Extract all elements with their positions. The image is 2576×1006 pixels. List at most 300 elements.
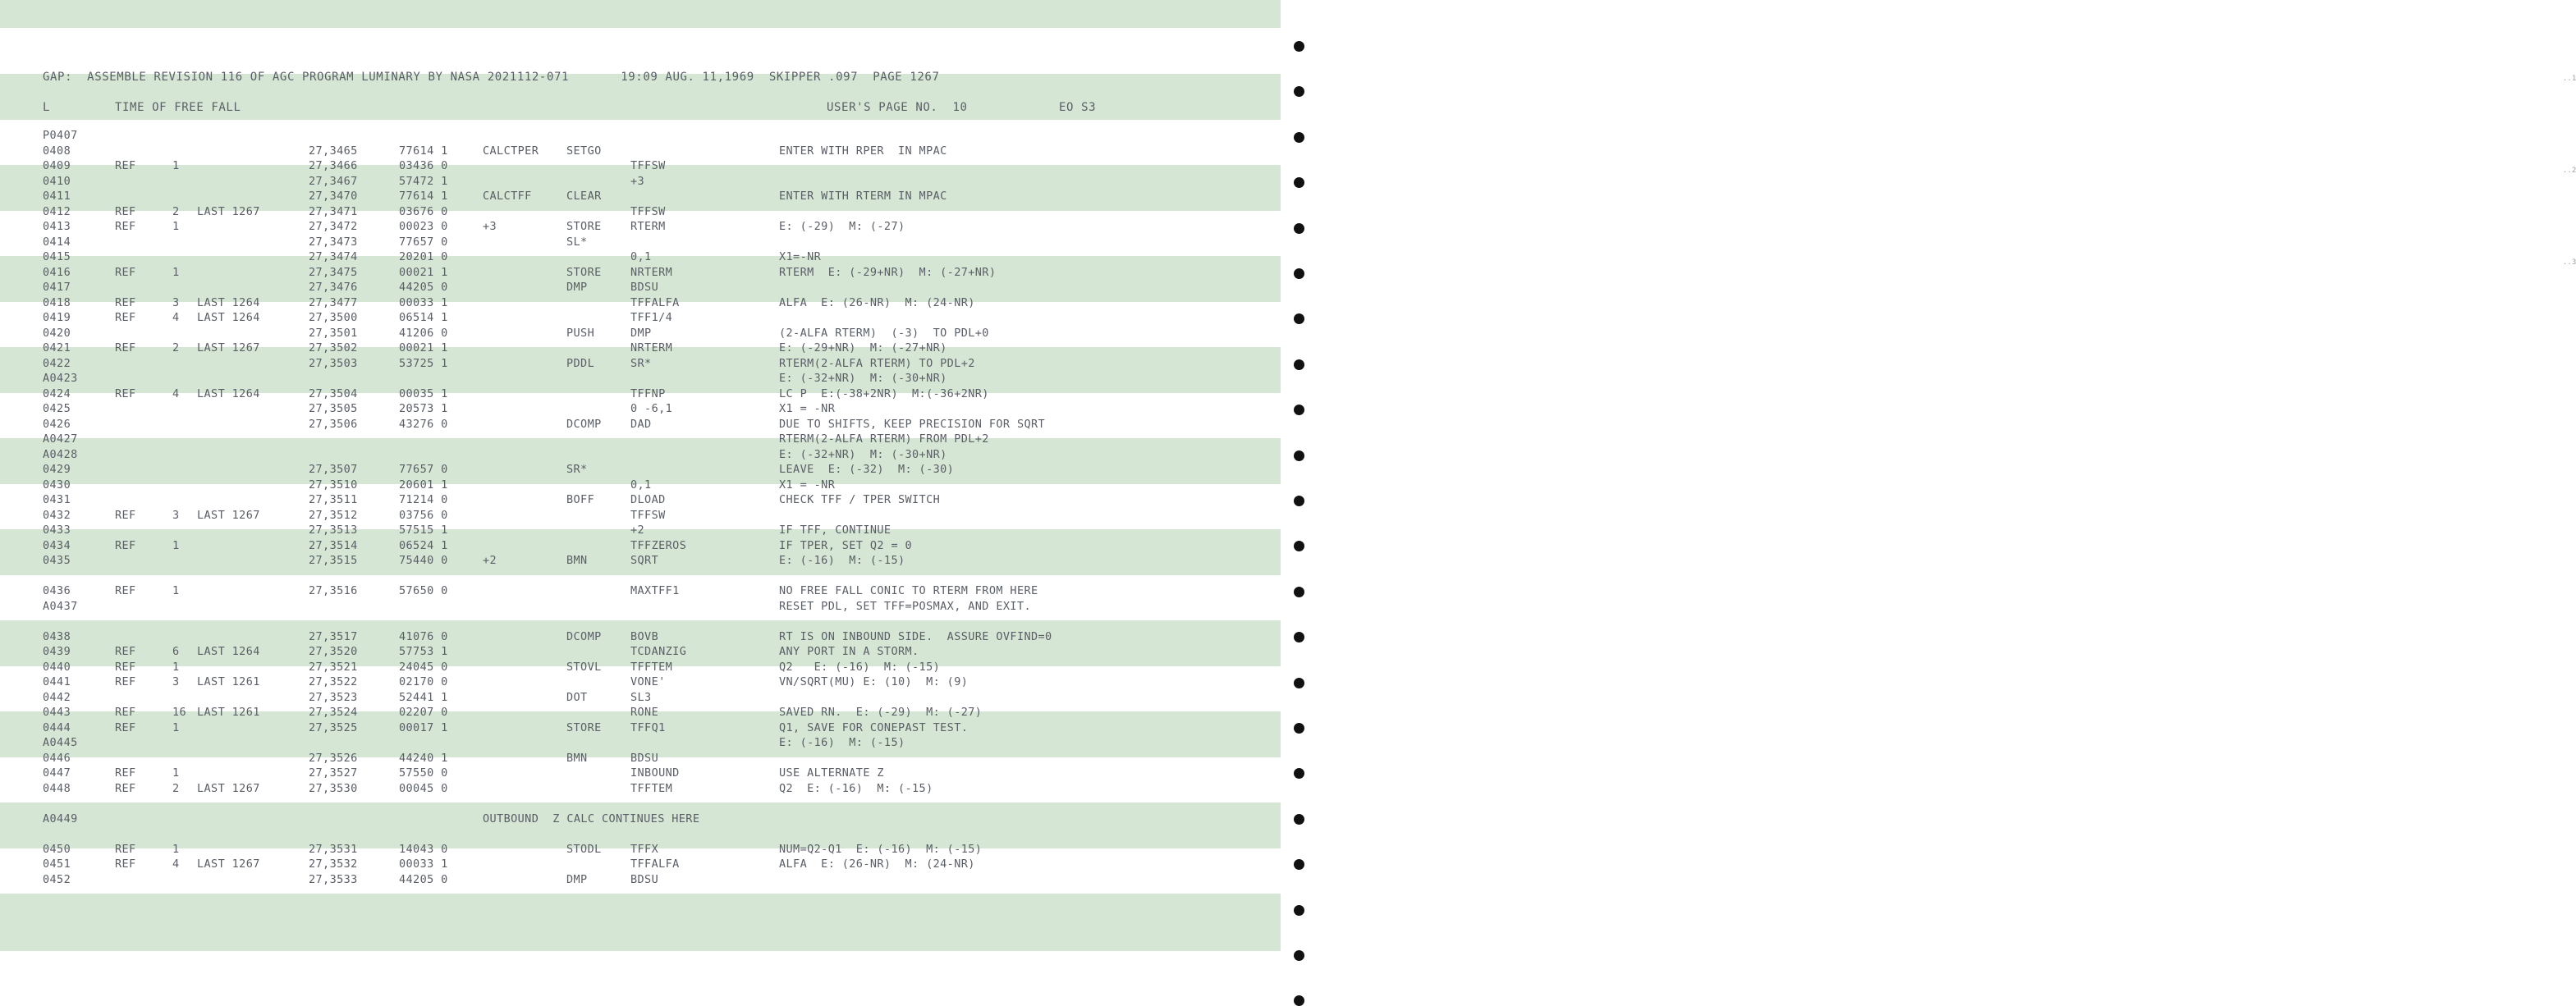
machine-word: 00021 1 [399, 265, 448, 279]
sprocket-hole [1294, 450, 1304, 461]
section-title: TIME OF FREE FALL [115, 101, 241, 114]
address: 27,3476 [309, 281, 358, 294]
opcode: SETGO [566, 144, 602, 158]
line-number: 0433 [43, 524, 71, 537]
ref-count: 3 [172, 295, 180, 309]
page-code: EO S3 [1059, 101, 1097, 114]
machine-word: 43276 0 [399, 417, 448, 431]
operand: NRTERM [630, 341, 673, 354]
ref-tag: REF [115, 386, 136, 400]
line-number: A0437 [43, 599, 78, 613]
ref-tag: REF [115, 766, 136, 780]
listing-row [0, 447, 1281, 462]
comment: RTERM(2-ALFA RTERM) FROM PDL+2 [779, 432, 989, 446]
listing-row [0, 523, 1281, 537]
ref-count: 16 [172, 706, 187, 719]
line-number: P0407 [43, 129, 78, 142]
machine-word: 20573 1 [399, 402, 448, 415]
listing-row [0, 295, 1281, 310]
sprocket-hole [1294, 268, 1304, 279]
line-number: 0424 [43, 386, 71, 400]
machine-word: 44205 0 [399, 281, 448, 294]
line-number: 0441 [43, 675, 71, 688]
comment: USE ALTERNATE Z [779, 766, 884, 780]
comment: E: (-29+NR) M: (-27+NR) [779, 341, 947, 354]
operand: BDSU [630, 751, 659, 765]
sprocket-hole [1294, 814, 1304, 825]
comment: Q2 E: (-16) M: (-15) [779, 660, 941, 674]
comment: X1 = -NR [779, 478, 836, 492]
line-number: 0426 [43, 417, 71, 431]
listing-row [0, 751, 1281, 766]
address: 27,3477 [309, 295, 358, 309]
operand: TFFQ1 [630, 720, 666, 734]
last-ref: LAST 1264 [197, 386, 260, 400]
address: 27,3472 [309, 220, 358, 233]
machine-word: 75440 0 [399, 554, 448, 567]
paper-band [0, 0, 1281, 28]
line-number: 0420 [43, 326, 71, 340]
comment: E: (-32+NR) M: (-30+NR) [779, 372, 947, 385]
listing-row [0, 569, 1281, 583]
address: 27,3524 [309, 706, 358, 719]
ref-tag: REF [115, 538, 136, 552]
opcode: STORE [566, 265, 602, 279]
address: 27,3471 [309, 204, 358, 218]
line-number: 0440 [43, 660, 71, 674]
ref-tag: REF [115, 857, 136, 871]
address: 27,3500 [309, 311, 358, 324]
ref-count: 3 [172, 675, 180, 688]
ref-count: 1 [172, 660, 180, 674]
machine-word: 03436 0 [399, 159, 448, 172]
line-number: 0435 [43, 554, 71, 567]
comment: ALFA E: (26-NR) M: (24-NR) [779, 295, 975, 309]
comment: Q2 E: (-16) M: (-15) [779, 781, 933, 795]
operand: +2 [630, 524, 645, 537]
machine-word: 77657 0 [399, 463, 448, 476]
location-label: CALCTPER [483, 144, 539, 158]
line-number: 0442 [43, 690, 71, 704]
line-number: 0421 [43, 341, 71, 354]
sprocket-hole [1294, 905, 1304, 916]
address: 27,3475 [309, 265, 358, 279]
operand: DLOAD [630, 493, 666, 506]
machine-word: 77614 1 [399, 144, 448, 158]
address: 27,3516 [309, 584, 358, 597]
operand: TFFTEM [630, 781, 673, 795]
machine-word: 14043 0 [399, 842, 448, 856]
ref-tag: REF [115, 265, 136, 279]
address: 27,3506 [309, 417, 358, 431]
operand: TFFSW [630, 159, 666, 172]
opcode: PDDL [566, 356, 595, 370]
operand: VONE' [630, 675, 666, 688]
operand: DMP [630, 326, 652, 340]
line-number: 0439 [43, 645, 71, 658]
ref-count: 6 [172, 645, 180, 658]
comment: ANY PORT IN A STORM. [779, 645, 919, 658]
listing-row [0, 674, 1281, 689]
location-label: +2 [483, 554, 497, 567]
machine-word: 57472 1 [399, 174, 448, 188]
ref-tag: REF [115, 842, 136, 856]
comment: X1=-NR [779, 250, 822, 263]
last-ref: LAST 1261 [197, 706, 260, 719]
operand: SL3 [630, 690, 652, 704]
ref-tag: REF [115, 220, 136, 233]
printout-paper [0, 0, 1281, 978]
sprocket-hole [1294, 496, 1304, 506]
last-ref: LAST 1267 [197, 508, 260, 522]
ref-tag: REF [115, 295, 136, 309]
address: 27,3510 [309, 478, 358, 492]
listing-row [0, 735, 1281, 750]
listing-row [0, 826, 1281, 841]
line-number: 0408 [43, 144, 71, 158]
ref-count: 3 [172, 508, 180, 522]
location-label: CALCTFF [483, 190, 532, 203]
machine-word: 00023 0 [399, 220, 448, 233]
opcode: SR* [566, 463, 588, 476]
operand: TFFZEROS [630, 538, 687, 552]
listing-row [0, 796, 1281, 811]
comment: (2-ALFA RTERM) (-3) TO PDL+0 [779, 326, 989, 340]
listing-row [0, 310, 1281, 325]
address: 27,3513 [309, 524, 358, 537]
address: 27,3512 [309, 508, 358, 522]
listing-row [0, 842, 1281, 857]
listing-row [0, 204, 1281, 219]
users-page-number: USER'S PAGE NO. 10 [827, 101, 968, 114]
comment: ALFA E: (26-NR) M: (24-NR) [779, 857, 975, 871]
sprocket-hole [1294, 587, 1304, 597]
comment: LEAVE E: (-32) M: (-30) [779, 463, 955, 476]
machine-word: 44205 0 [399, 872, 448, 886]
listing-row [0, 553, 1281, 568]
address: 27,3470 [309, 190, 358, 203]
machine-word: 00021 1 [399, 341, 448, 354]
address: 27,3522 [309, 675, 358, 688]
last-ref: LAST 1264 [197, 645, 260, 658]
opcode: STORE [566, 720, 602, 734]
operand: DAD [630, 417, 652, 431]
listing-row [0, 583, 1281, 598]
ref-tag: REF [115, 311, 136, 324]
opcode: PUSH [566, 326, 595, 340]
margin-mark: ..3 [2563, 258, 2576, 267]
listing-row [0, 781, 1281, 796]
ref-count: 1 [172, 538, 180, 552]
ref-tag: REF [115, 341, 136, 354]
opcode: BMN [566, 554, 588, 567]
listing-row [0, 644, 1281, 659]
listing-row [0, 492, 1281, 507]
ref-tag: REF [115, 660, 136, 674]
operand: TFFSW [630, 508, 666, 522]
machine-word: 77614 1 [399, 190, 448, 203]
ref-count: 2 [172, 204, 180, 218]
listing-row [0, 235, 1281, 249]
operand: TFFX [630, 842, 659, 856]
line-number: 0448 [43, 781, 71, 795]
machine-word: 41076 0 [399, 629, 448, 643]
sprocket-hole [1294, 359, 1304, 370]
listing-row [0, 401, 1281, 416]
address: 27,3501 [309, 326, 358, 340]
listing-row [0, 417, 1281, 432]
machine-word: 53725 1 [399, 356, 448, 370]
comment: NUM=Q2-Q1 E: (-16) M: (-15) [779, 842, 983, 856]
operand: BOVB [630, 629, 659, 643]
machine-word: 03676 0 [399, 204, 448, 218]
ref-count: 1 [172, 220, 180, 233]
address: 27,3527 [309, 766, 358, 780]
line-number: 0409 [43, 159, 71, 172]
comment: X1 = -NR [779, 402, 836, 415]
comment: E: (-29) M: (-27) [779, 220, 905, 233]
comment: SAVED RN. E: (-29) M: (-27) [779, 706, 983, 719]
header-line: GAP: ASSEMBLE REVISION 116 OF AGC PROGRAM LUMINARY BY NASA 2021112-071 19:09 AUG. 11,1969 SKIPPER .097 PAGE 1267 [43, 71, 940, 84]
line-number: A0445 [43, 736, 78, 749]
ref-count: 4 [172, 386, 180, 400]
line-number: 0418 [43, 295, 71, 309]
line-number: 0429 [43, 463, 71, 476]
opcode: DCOMP [566, 629, 602, 643]
listing-row [0, 386, 1281, 401]
sprocket-hole [1294, 678, 1304, 688]
comment: RTERM E: (-29+NR) M: (-27+NR) [779, 265, 997, 279]
paper-band [0, 894, 1281, 951]
comment: RESET PDL, SET TFF=POSMAX, AND EXIT. [779, 599, 1031, 613]
listing-row [0, 599, 1281, 614]
operand: RTERM [630, 220, 666, 233]
address: 27,3520 [309, 645, 358, 658]
line-number: 0430 [43, 478, 71, 492]
listing-row [0, 371, 1281, 386]
section-code: L [43, 101, 51, 114]
sprocket-hole [1294, 223, 1304, 234]
machine-word: 57550 0 [399, 766, 448, 780]
machine-word: 57753 1 [399, 645, 448, 658]
comment: E: (-16) M: (-15) [779, 554, 905, 567]
opcode: SL* [566, 235, 588, 249]
machine-word: 52441 1 [399, 690, 448, 704]
ref-count: 1 [172, 720, 180, 734]
line-number: A0427 [43, 432, 78, 446]
machine-word: 20201 0 [399, 250, 448, 263]
line-number: 0447 [43, 766, 71, 780]
comment: RT IS ON INBOUND SIDE. ASSURE OVFIND=0 [779, 629, 1052, 643]
listing-row [0, 462, 1281, 477]
machine-word: 00017 1 [399, 720, 448, 734]
line-number: A0449 [43, 812, 78, 825]
listing-row [0, 356, 1281, 371]
machine-word: 00035 1 [399, 386, 448, 400]
ref-tag: REF [115, 645, 136, 658]
comment: CHECK TFF / TPER SWITCH [779, 493, 941, 506]
sprocket-hole [1294, 41, 1304, 52]
opcode: BOFF [566, 493, 595, 506]
margin-mark: ..2 [2563, 167, 2576, 175]
line-number: A0423 [43, 372, 78, 385]
comment: NO FREE FALL CONIC TO RTERM FROM HERE [779, 584, 1038, 597]
opcode: DCOMP [566, 417, 602, 431]
listing-row [0, 341, 1281, 355]
listing-row [0, 265, 1281, 280]
listing-row [0, 174, 1281, 189]
comment: VN/SQRT(MU) E: (10) M: (9) [779, 675, 969, 688]
ref-tag: REF [115, 584, 136, 597]
line-number: 0411 [43, 190, 71, 203]
listing-row [0, 432, 1281, 446]
machine-word: 71214 0 [399, 493, 448, 506]
comment: RTERM(2-ALFA RTERM) TO PDL+2 [779, 356, 975, 370]
address: 27,3517 [309, 629, 358, 643]
ref-tag: REF [115, 159, 136, 172]
address: 27,3473 [309, 235, 358, 249]
line-number: 0414 [43, 235, 71, 249]
listing-row [0, 508, 1281, 523]
comment: DUE TO SHIFTS, KEEP PRECISION FOR SQRT [779, 417, 1046, 431]
address: 27,3505 [309, 402, 358, 415]
address: 27,3514 [309, 538, 358, 552]
sprocket-hole [1294, 723, 1304, 734]
operand: TFFALFA [630, 857, 680, 871]
address: 27,3532 [309, 857, 358, 871]
ref-count: 1 [172, 584, 180, 597]
line-number: 0410 [43, 174, 71, 188]
opcode: STODL [566, 842, 602, 856]
address: 27,3531 [309, 842, 358, 856]
listing-row [0, 189, 1281, 203]
address: 27,3521 [309, 660, 358, 674]
listing-row [0, 128, 1281, 143]
last-ref: LAST 1267 [197, 341, 260, 354]
last-ref: LAST 1267 [197, 857, 260, 871]
location-label: OUTBOUND Z CALC CONTINUES HERE [483, 812, 700, 825]
ref-tag: REF [115, 720, 136, 734]
machine-word: 06514 1 [399, 311, 448, 324]
last-ref: LAST 1264 [197, 295, 260, 309]
address: 27,3533 [309, 872, 358, 886]
opcode: CLEAR [566, 190, 602, 203]
ref-count: 4 [172, 311, 180, 324]
line-number: A0428 [43, 447, 78, 461]
listing-row [0, 280, 1281, 295]
operand: NRTERM [630, 265, 673, 279]
opcode: STOVL [566, 660, 602, 674]
last-ref: LAST 1261 [197, 675, 260, 688]
comment: E: (-16) M: (-15) [779, 736, 905, 749]
line-number: 0451 [43, 857, 71, 871]
line-number: 0413 [43, 220, 71, 233]
opcode: DOT [566, 690, 588, 704]
address: 27,3525 [309, 720, 358, 734]
listing-row [0, 158, 1281, 173]
line-number: 0436 [43, 584, 71, 597]
sprocket-hole [1294, 950, 1304, 961]
operand: +3 [630, 174, 645, 188]
listing-row [0, 690, 1281, 705]
line-number: 0434 [43, 538, 71, 552]
operand: BDSU [630, 872, 659, 886]
ref-count: 4 [172, 857, 180, 871]
machine-word: 57650 0 [399, 584, 448, 597]
listing-row [0, 766, 1281, 780]
address: 27,3515 [309, 554, 358, 567]
operand: 0,1 [630, 250, 652, 263]
comment: ENTER WITH RPER IN MPAC [779, 144, 947, 158]
machine-word: 44240 1 [399, 751, 448, 765]
line-number: 0444 [43, 720, 71, 734]
machine-word: 41206 0 [399, 326, 448, 340]
comment: IF TFF, CONTINUE [779, 524, 892, 537]
opcode: DMP [566, 872, 588, 886]
last-ref: LAST 1267 [197, 204, 260, 218]
operand: BDSU [630, 281, 659, 294]
listing-row [0, 614, 1281, 629]
comment: IF TPER, SET Q2 = 0 [779, 538, 913, 552]
ref-count: 1 [172, 766, 180, 780]
operand: 0,1 [630, 478, 652, 492]
line-number: 0432 [43, 508, 71, 522]
listing-row [0, 326, 1281, 341]
operand: INBOUND [630, 766, 680, 780]
sprocket-hole [1294, 132, 1304, 143]
operand: RONE [630, 706, 659, 719]
listing-row [0, 705, 1281, 720]
line-number: 0425 [43, 402, 71, 415]
margin-mark: ..1 [2563, 75, 2576, 83]
machine-word: 03756 0 [399, 508, 448, 522]
machine-word: 77657 0 [399, 235, 448, 249]
machine-word: 02207 0 [399, 706, 448, 719]
ref-count: 1 [172, 265, 180, 279]
ref-count: 1 [172, 842, 180, 856]
last-ref: LAST 1264 [197, 311, 260, 324]
address: 27,3504 [309, 386, 358, 400]
ref-tag: REF [115, 706, 136, 719]
operand: SR* [630, 356, 652, 370]
operand: TFFTEM [630, 660, 673, 674]
opcode: DMP [566, 281, 588, 294]
address: 27,3467 [309, 174, 358, 188]
machine-word: 00033 1 [399, 857, 448, 871]
listing-row [0, 219, 1281, 234]
ref-count: 2 [172, 781, 180, 795]
address: 27,3465 [309, 144, 358, 158]
ref-tag: REF [115, 508, 136, 522]
address: 27,3523 [309, 690, 358, 704]
operand: TCDANZIG [630, 645, 687, 658]
machine-word: 06524 1 [399, 538, 448, 552]
line-number: 0450 [43, 842, 71, 856]
ref-count: 2 [172, 341, 180, 354]
operand: TFFSW [630, 204, 666, 218]
ref-tag: REF [115, 781, 136, 795]
line-number: 0446 [43, 751, 71, 765]
operand: TFF1/4 [630, 311, 673, 324]
comment: ENTER WITH RTERM IN MPAC [779, 190, 947, 203]
machine-word: 57515 1 [399, 524, 448, 537]
machine-word: 00045 0 [399, 781, 448, 795]
tractor-feed-edge [1281, 0, 2576, 978]
opcode: BMN [566, 751, 588, 765]
machine-word: 20601 1 [399, 478, 448, 492]
address: 27,3502 [309, 341, 358, 354]
line-number: 0443 [43, 706, 71, 719]
